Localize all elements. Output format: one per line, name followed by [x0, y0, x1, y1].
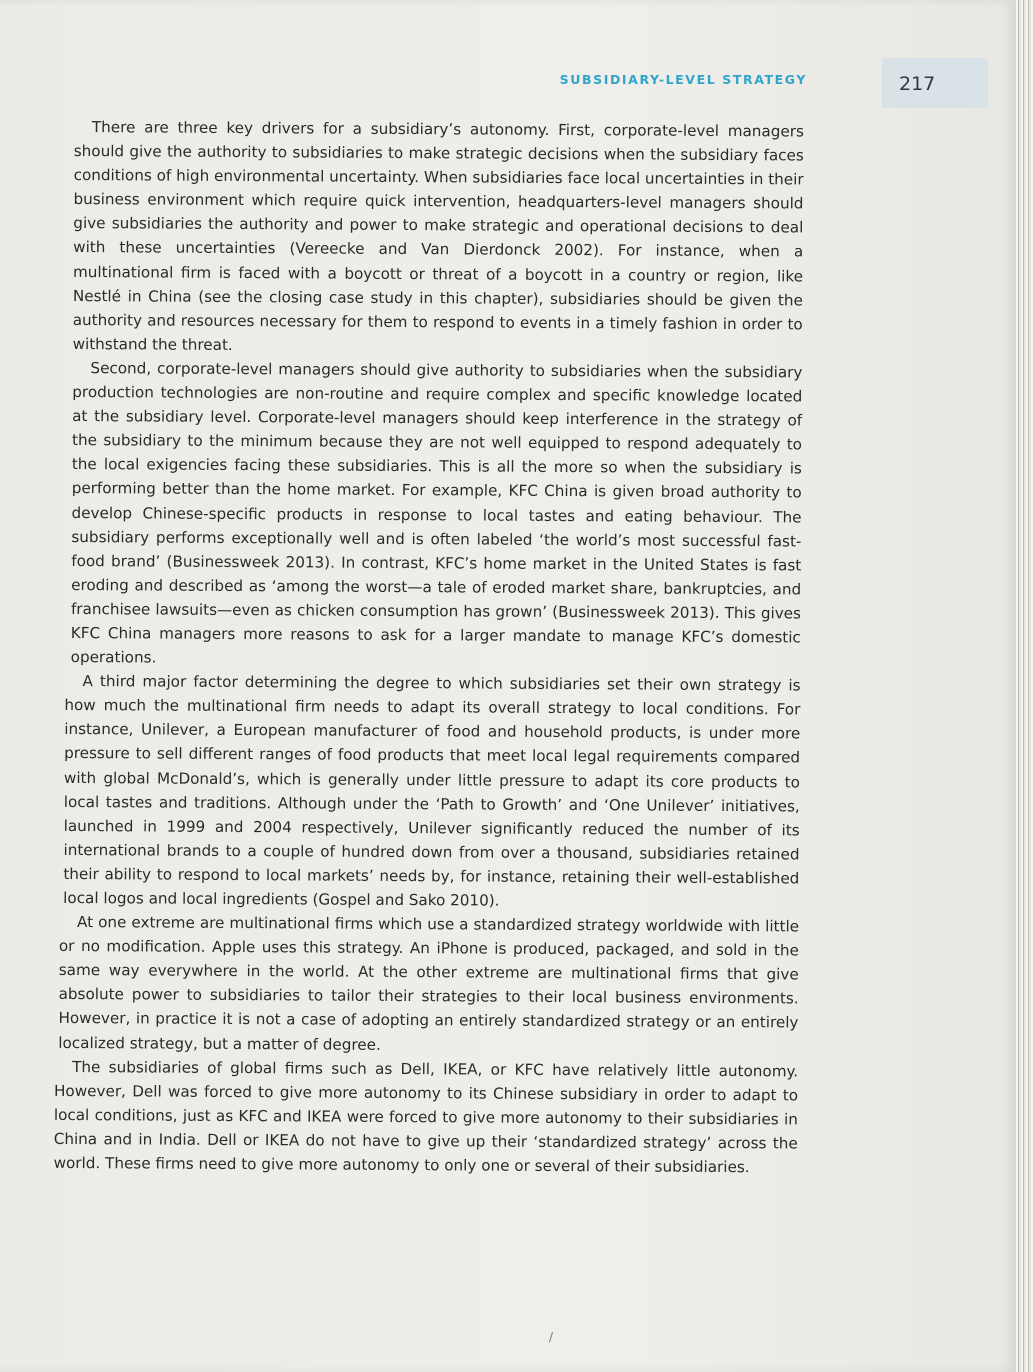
paragraph-3: A third major factor determining the degree to which subsidiaries set their own strategy is how much the multinational firm needs to adapt its overall strategy to local conditions. For instance, Unilever, a European manufacturer of food and household products, is under more pressure to sell different ranges of food products that meet local legal requirements compared with global McDonald’s, which is generally under little pressure to adapt its core products to local tastes and traditions. Although under the ‘Path to Growth’ and ‘One Unilever’ initiatives, launched in 1999 and 2004 respectively, Unilever significantly reduced the number of its international brands to a couple of hundred down from over a thousand, subsidiaries retained their ability to respond to local markets’ needs by, for instance, retaining their well-established local logos and local ingredients (Gospel and Sako 2010). [63, 672, 801, 910]
paragraph-4: At one extreme are multinational firms which use a standardized strategy worldwide with little or no modification. Apple uses this strategy. An iPhone is produced, packaged, and sold in the same way everywhere in the world. At the other extreme are multinational firms that give absolute power to subsidiaries to tailor their strategies to their local business environments. However, in practice it is not a case of adopting an entirely standardized strategy or an entirely localized strategy, but a matter of degree. [58, 913, 800, 1054]
page-edge-stack [1016, 0, 1033, 1372]
paragraph-2: Second, corporate-level managers should give authority to subsidiaries when the subsidiary production technologies are non-routine and require complex and specific knowledge located at the subsidiary level. Corporate-level managers should keep interference in the strategy of the subsidiary to the minimum because they are not well equipped to respond adequately to the local exigencies facing these subsidiaries. This is all the more so when the subsidiary is performing better than the home market. For example, KFC China is given broad authority to develop Chinese-specific products in response to local tastes and eating behaviour. The subsidiary performs exceptionally well and is often labeled ‘the world’s most successful fast-food brand’ (Businessweek 2013). In contrast, KFC’s home market in the United States is fast eroding and described as ‘among the worst—a tale of eroded market share, bankruptcies, and franchisee lawsuits—even as chicken consumption has grown’ (Businessweek 2013). This gives KFC China managers more reasons to ask for a larger mandate to manage KFC’s domestic operations. [70, 359, 803, 667]
stray-pen-mark: / [549, 1330, 554, 1344]
running-header: SUBSIDIARY-LEVEL STRATEGY [559, 72, 807, 87]
page-number: 217 [899, 73, 936, 95]
paragraph-5: The subsidiaries of global firms such as Dell, IKEA, or KFC have relatively little autonomy. However, Dell was forced to give more autonomy to its Chinese subsidiary in order to adapt to local conditions, just as KFC and IKEA were forced to give more autonomy to their subsidiaries in China and in India. Dell or IKEA do not have to give up their ‘standardized strategy’ across the world. These firms need to give more autonomy to only one or several of their subsidiaries. [53, 1057, 799, 1177]
body-text [53, 115, 804, 1180]
paragraph-1: There are three key drivers for a subsidiary’s autonomy. First, corporate-level managers should give the authority to subsidiaries to make strategic decisions when the subsidiary faces conditions of high environmental uncertainty. When subsidiaries face local uncertainties in their business environment which require quick intervention, headquarters-level managers should give subsidiaries the authority and power to make strategic and operational decisions to deal with these uncertainties (Vereecke and Van Dierdonck 2002). For instance, when a multinational firm is faced with a boycott or threat of a boycott in a country or region, like Nestlé in China (see the closing case study in this chapter), subsidiaries should be given the authority and resources necessary for them to respond to events in a timely fashion in order to withstand the threat. [72, 118, 804, 354]
